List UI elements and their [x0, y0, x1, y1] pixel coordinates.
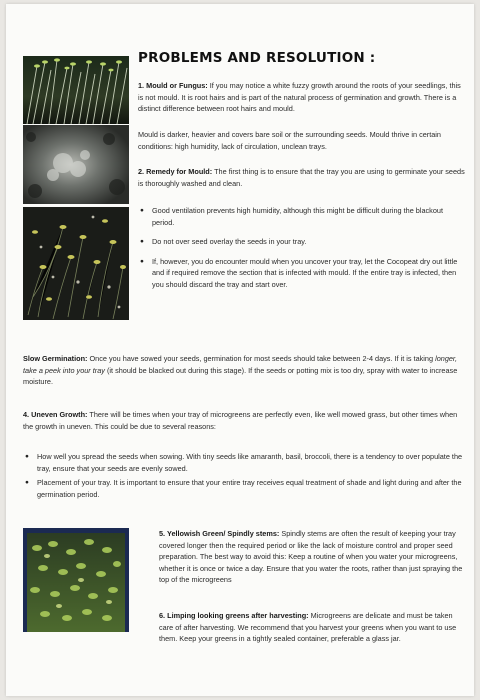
list-item: ● How well you spread the seeds when sowing. With tiny seeds like amaranth, basil, broccoli, there is a tendency to over populate the tray, ensure that your seeds are evenly sowed. [23, 451, 465, 474]
list-item: ● Good ventilation prevents high humidity, although this might be difficult during the blackout period. [138, 205, 466, 228]
list-item: ● Do not over seed overlay the seeds in your tray. [138, 236, 466, 248]
section-text: Once you have sowed your seeds, germination for most seeds should take between 2-4 days. If it is taking [87, 354, 436, 363]
section-text: There will be times when your tray of microgreens are perfectly even, like well mowed grass, but other times when the growth in uneven. This could be due to several reasons: [23, 410, 458, 431]
mould-photo [23, 125, 129, 204]
section-text: Microgreens are delicate and must be taken care of after harvesting. We recommend that you harvest your greens when you want to use them. Keep your greens in a tightly sealed container, preferable a glass jar. [159, 611, 457, 644]
section-heading: Slow Germination: [23, 354, 88, 363]
microgreens-tray-photo [23, 528, 129, 632]
section-heading: 6. Limping looking greens after harvesting: [159, 611, 309, 620]
section-heading: 5. Yellowish Green/ Spindly stems: [159, 529, 280, 538]
section-uneven-growth [23, 409, 465, 432]
section-text: If you may notice a white fuzzy growth around the roots of your seedlings, this is not mould. It is root hairs and is part of the natural process of germination and growth. There is a distinct difference between root hairs and mould. [138, 81, 461, 114]
section-limping-greens [159, 610, 466, 645]
section-text: Spindly stems are often the result of keeping your tray covered longer then the required period or like the lack of moisture control and proper seed preparation. The best way to avoid this: Keep a routine of when you water your microgreens, whether it is once or twice a day. Ensure that you water the roots, rather than just spraying the top of the microgreens [159, 529, 463, 585]
remedy-bullet-list [138, 205, 466, 297]
list-item: ● If, however, you do encounter mould when you uncover your tray, let the Cocopeat dry out little and if required remove the section that is infected with mould. If the entire tray is infected, then you should discard the tray and start over. [138, 256, 466, 291]
section-mould-description [138, 129, 466, 152]
section-remedy-for-mould [138, 166, 466, 189]
section-heading: 2. Remedy for Mould: [138, 167, 213, 176]
section-text: Mould is darker, heavier and covers bare soil or the surrounding seeds. Mould thrive in certain conditions: high humidity, lack of circulation, unclean trays. [138, 130, 441, 151]
list-item: ● Placement of your tray. It is important to ensure that your entire tray receives equal treatment of shade and light during and after the germination period. [23, 477, 465, 500]
section-mould-or-fungus [138, 80, 466, 115]
germinating-seeds-photo [23, 207, 129, 320]
section-spindly-stems [159, 528, 466, 586]
seedling-roots-photo [23, 56, 129, 124]
section-slow-germination [23, 353, 465, 388]
document-page [6, 4, 474, 696]
page-title: PROBLEMS AND RESOLUTION : [138, 50, 376, 66]
section-text: The first thing is to ensure that the tray you are using to germinate your seeds is thoroughly washed and clean. [138, 167, 465, 188]
uneven-growth-bullet-list [23, 451, 465, 506]
section-text-italic: longer, take a peek into your tray [23, 354, 457, 375]
section-text: (it should be blacked out during this stage). If the seeds or potting mix is too dry, spray with water to increase moisture. [23, 365, 458, 387]
section-heading: 1. Mould or Fungus: [138, 81, 208, 90]
section-heading: 4. Uneven Growth: [23, 410, 88, 419]
